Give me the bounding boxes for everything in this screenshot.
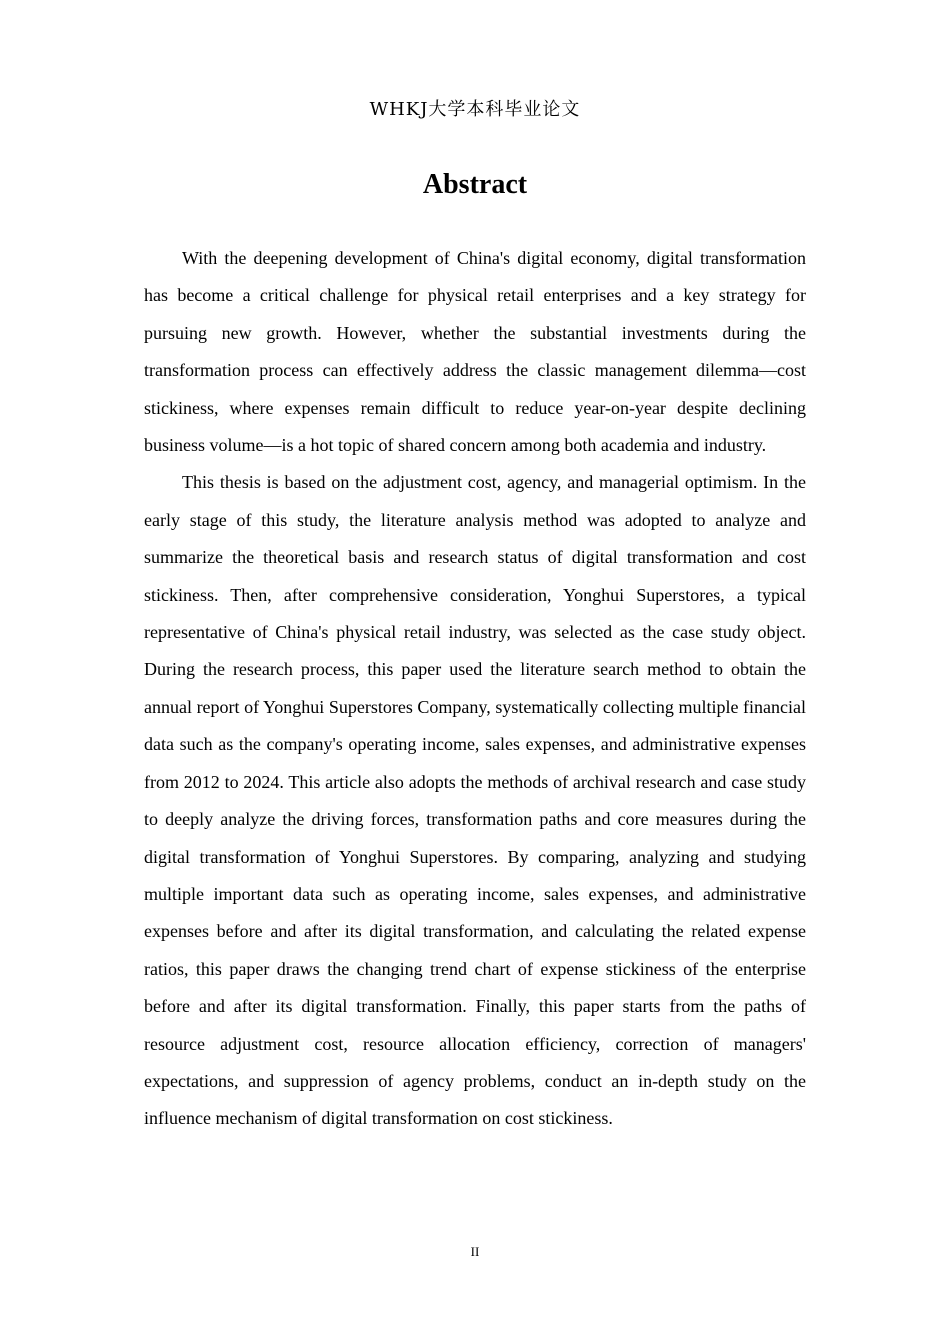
abstract-paragraph-1: With the deepening development of China's digital economy, digital transformation has become a critical challenge for physical retail enterprises and a key strategy for pursuing new growth. However, whether the substantial investments during the transformation process can effectively address the classic management dilemma—cost stickiness, where expenses remain difficult to reduce year-on-year despite declining business volume—is a hot topic of shared concern among both academia and industry.: [144, 248, 806, 456]
abstract-body: [144, 240, 806, 1138]
running-header: WHKJ大学本科毕业论文: [369, 99, 581, 120]
abstract-paragraph-2: This thesis is based on the adjustment cost, agency, and managerial optimism. In the early stage of this study, the literature analysis method was adopted to analyze and summarize the theoretical basis and research status of digital transformation and cost stickiness. Then, after comprehensive consideration, Yonghui Superstores, a typical representative of China's physical retail industry, was selected as the case study object. During the research process, this paper used the literature search method to obtain the annual report of Yonghui Superstores Company, systematically collecting multiple financial data such as the company's operating income, sales expenses, and administrative expenses from 2012 to 2024. This article also adopts the methods of archival research and case study to deeply analyze the driving forces, transformation paths and core measures during the digital transformation of Yonghui Superstores. By comparing, analyzing and studying multiple important data such as operating income, sales expenses, and administrative expenses before and after its digital transformation, and calculating the related expense ratios, this paper draws the changing trend chart of expense stickiness of the enterprise before and after its digital transformation. Finally, this paper starts from the paths of resource adjustment cost, resource allocation efficiency, correction of managers' expectations, and suppression of agency problems, conduct an in-depth study on the influence mechanism of digital transformation on cost stickiness.: [144, 472, 806, 1129]
abstract-title: Abstract: [422, 169, 528, 200]
page-number: II: [470, 1244, 480, 1259]
